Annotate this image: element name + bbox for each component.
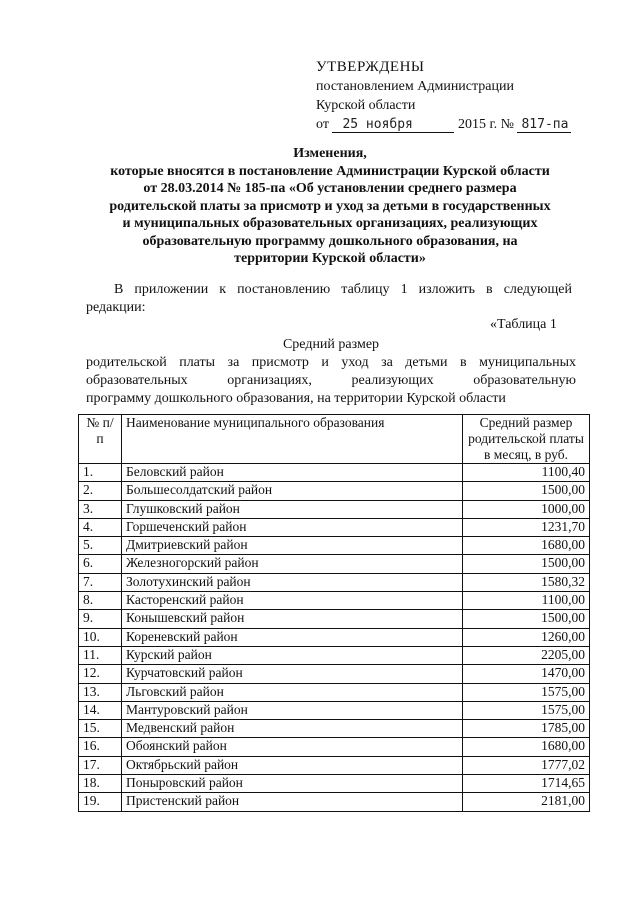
row-district: Кореневский район — [122, 628, 463, 646]
title-line: и муниципальных образовательных организациях, реализующих — [122, 216, 538, 231]
table-row — [79, 537, 590, 555]
title-line: от 28.03.2014 № 185-па «Об установлении среднего размера — [143, 181, 517, 196]
row-district: Медвенский район — [122, 720, 463, 738]
row-number: 11. — [79, 646, 122, 664]
table-row — [79, 756, 590, 774]
row-number: 18. — [79, 775, 122, 793]
subtitle-line: Средний размер — [282, 337, 380, 352]
approval-line-1: постановлением Администрации — [316, 79, 514, 94]
row-fee: 2205,00 — [463, 646, 590, 664]
row-fee: 1500,00 — [463, 555, 590, 573]
row-number: 9. — [79, 610, 122, 628]
table-row — [79, 610, 590, 628]
row-district: Большесолдатский район — [122, 482, 463, 500]
row-district: Льговский район — [122, 683, 463, 701]
row-fee: 1260,00 — [463, 628, 590, 646]
table-row — [79, 683, 590, 701]
approval-line-2: Курской области — [316, 98, 416, 113]
row-number: 1. — [79, 464, 122, 482]
approval-date-line — [316, 115, 596, 134]
row-district: Беловский район — [122, 464, 463, 482]
table-row — [79, 646, 590, 664]
document-title — [70, 145, 590, 268]
row-fee: 1575,00 — [463, 683, 590, 701]
approval-number: 817-па — [517, 117, 571, 133]
row-district: Мантуровский район — [122, 701, 463, 719]
row-fee: 2181,00 — [463, 793, 590, 811]
table-row — [79, 518, 590, 536]
approval-date: 25 ноября — [332, 117, 454, 133]
header-fee: Средний размер родительской платы в месяц, в руб. — [463, 415, 590, 464]
approval-block — [316, 58, 596, 134]
table-row — [79, 665, 590, 683]
row-fee: 1100,40 — [463, 464, 590, 482]
subtitle-line: программу дошкольного образования, на территории Курской области — [86, 391, 506, 406]
row-district: Конышевский район — [122, 610, 463, 628]
subtitle-line: родительской платы за присмотр и уход за детьми в муниципальных — [86, 355, 576, 370]
row-number: 17. — [79, 756, 122, 774]
table-row — [79, 573, 590, 591]
row-district: Пристенский район — [122, 793, 463, 811]
table-row — [79, 628, 590, 646]
title-line: образовательную программу дошкольного образования, на — [142, 233, 518, 249]
row-number: 10. — [79, 628, 122, 646]
title-line: родительской платы за присмотр и уход за детьми в государственных — [109, 198, 551, 214]
row-number: 14. — [79, 701, 122, 719]
subtitle-line: образовательных организациях, реализующих образовательную — [86, 373, 576, 388]
row-number: 16. — [79, 738, 122, 756]
row-district: Обоянский район — [122, 738, 463, 756]
header-name: Наименование муниципального образования — [122, 415, 463, 464]
table-row — [79, 482, 590, 500]
fee-table — [78, 414, 590, 812]
row-district: Глушковский район — [122, 500, 463, 518]
table-row — [79, 555, 590, 573]
row-fee: 1777,02 — [463, 756, 590, 774]
year-label: 2015 г. № — [457, 117, 514, 132]
table-row — [79, 592, 590, 610]
row-fee: 1500,00 — [463, 482, 590, 500]
row-number: 5. — [79, 537, 122, 555]
title-line: Изменения, — [293, 146, 367, 161]
table-row — [79, 793, 590, 811]
row-fee: 1575,00 — [463, 701, 590, 719]
header-number: № п/п — [79, 415, 122, 464]
row-number: 7. — [79, 573, 122, 591]
table-caption: «Таблица 1 — [490, 317, 557, 332]
row-number: 6. — [79, 555, 122, 573]
row-fee: 1680,00 — [463, 738, 590, 756]
row-fee: 1470,00 — [463, 665, 590, 683]
row-district: Дмитриевский район — [122, 537, 463, 555]
row-number: 12. — [79, 665, 122, 683]
approval-heading: УТВЕРЖДЕНЫ — [316, 59, 425, 75]
row-number: 13. — [79, 683, 122, 701]
row-fee: 1231,70 — [463, 518, 590, 536]
row-number: 8. — [79, 592, 122, 610]
row-fee: 1000,00 — [463, 500, 590, 518]
title-line: которые вносятся в постановление Администрации Курской области — [110, 163, 550, 179]
row-district: Курчатовский район — [122, 665, 463, 683]
table-row — [79, 500, 590, 518]
table-row — [79, 701, 590, 719]
table-row — [79, 464, 590, 482]
row-fee: 1785,00 — [463, 720, 590, 738]
row-district: Поныровский район — [122, 775, 463, 793]
row-number: 3. — [79, 500, 122, 518]
body-paragraph: В приложении к постановлению таблицу 1 изложить в следующей редакции: — [86, 282, 572, 315]
from-label: от — [316, 117, 329, 132]
table-row — [79, 738, 590, 756]
row-district: Золотухинский район — [122, 573, 463, 591]
row-number: 2. — [79, 482, 122, 500]
row-district: Касторенский район — [122, 592, 463, 610]
row-number: 15. — [79, 720, 122, 738]
table-subtitle — [86, 336, 576, 408]
row-fee: 1680,00 — [463, 537, 590, 555]
title-line: территории Курской области» — [234, 251, 426, 266]
row-number: 4. — [79, 518, 122, 536]
row-fee: 1500,00 — [463, 610, 590, 628]
table-row — [79, 775, 590, 793]
table-header-row — [79, 415, 590, 464]
row-district: Железногорский район — [122, 555, 463, 573]
row-district: Курский район — [122, 646, 463, 664]
row-district: Октябрьский район — [122, 756, 463, 774]
row-fee: 1714,65 — [463, 775, 590, 793]
row-fee: 1100,00 — [463, 592, 590, 610]
row-number: 19. — [79, 793, 122, 811]
table-row — [79, 720, 590, 738]
row-fee: 1580,32 — [463, 573, 590, 591]
row-district: Горшеченский район — [122, 518, 463, 536]
